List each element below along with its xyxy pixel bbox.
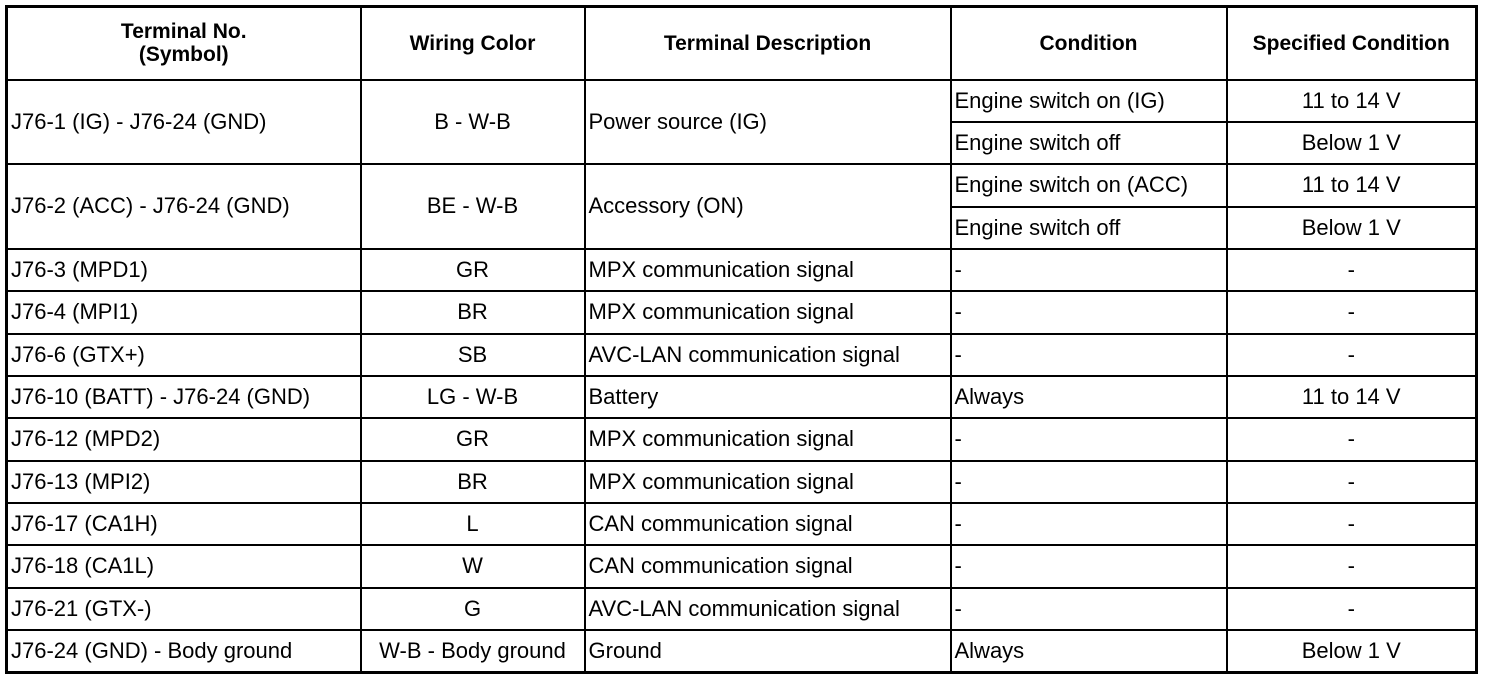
terminal-cell: J76-24 (GND) - Body ground <box>7 630 361 673</box>
wiring-cell: L <box>361 503 585 545</box>
header-terminal-line2: (Symbol) <box>138 43 229 67</box>
description-cell: MPX communication signal <box>585 291 951 333</box>
table-row <box>7 588 1477 630</box>
specified-cell: - <box>1227 334 1477 376</box>
description-cell: Battery <box>585 376 951 418</box>
condition-cell: - <box>951 545 1227 587</box>
wiring-cell: SB <box>361 334 585 376</box>
specified-cell: - <box>1227 418 1477 460</box>
wiring-cell: W-B - Body ground <box>361 630 585 673</box>
description-cell: AVC-LAN communication signal <box>585 588 951 630</box>
specified-cell: - <box>1227 503 1477 545</box>
condition-cell: - <box>951 503 1227 545</box>
table-row <box>7 249 1477 291</box>
table-row <box>7 291 1477 333</box>
table-row <box>7 545 1477 587</box>
header-specified: Specified Condition <box>1227 7 1477 80</box>
condition-cell: Always <box>951 376 1227 418</box>
description-cell: AVC-LAN communication signal <box>585 334 951 376</box>
table-row <box>7 334 1477 376</box>
specified-cell: 11 to 14 V <box>1227 164 1477 206</box>
description-cell: MPX communication signal <box>585 461 951 503</box>
header-wiring: Wiring Color <box>361 7 585 80</box>
condition-cell: - <box>951 461 1227 503</box>
wiring-cell: GR <box>361 249 585 291</box>
specified-cell: - <box>1227 588 1477 630</box>
specified-cell: Below 1 V <box>1227 122 1477 164</box>
wiring-cell: BE - W-B <box>361 164 585 249</box>
wiring-cell: BR <box>361 291 585 333</box>
specified-cell: Below 1 V <box>1227 207 1477 249</box>
header-terminal <box>7 7 361 80</box>
header-terminal-line1: Terminal No. <box>120 20 247 44</box>
wiring-cell: GR <box>361 418 585 460</box>
specified-cell: - <box>1227 461 1477 503</box>
table-row <box>7 80 1477 122</box>
description-cell: MPX communication signal <box>585 418 951 460</box>
condition-cell: Engine switch off <box>951 122 1227 164</box>
terminal-cell: J76-10 (BATT) - J76-24 (GND) <box>7 376 361 418</box>
header-description: Terminal Description <box>585 7 951 80</box>
condition-cell: Engine switch on (IG) <box>951 80 1227 122</box>
table-row <box>7 376 1477 418</box>
terminal-table <box>5 5 1478 674</box>
description-cell: CAN communication signal <box>585 503 951 545</box>
description-cell: Power source (IG) <box>585 80 951 165</box>
condition-cell: Always <box>951 630 1227 673</box>
wiring-cell: B - W-B <box>361 80 585 165</box>
terminal-cell: J76-2 (ACC) - J76-24 (GND) <box>7 164 361 249</box>
table-row <box>7 164 1477 206</box>
table-row <box>7 418 1477 460</box>
wiring-cell: W <box>361 545 585 587</box>
header-condition: Condition <box>951 7 1227 80</box>
terminal-cell: J76-13 (MPI2) <box>7 461 361 503</box>
terminal-cell: J76-6 (GTX+) <box>7 334 361 376</box>
description-cell: Accessory (ON) <box>585 164 951 249</box>
condition-cell: Engine switch on (ACC) <box>951 164 1227 206</box>
table-row <box>7 503 1477 545</box>
wiring-cell: BR <box>361 461 585 503</box>
table-row <box>7 630 1477 673</box>
description-cell: MPX communication signal <box>585 249 951 291</box>
table-row <box>7 461 1477 503</box>
terminal-cell: J76-12 (MPD2) <box>7 418 361 460</box>
specified-cell: - <box>1227 249 1477 291</box>
terminal-cell: J76-3 (MPD1) <box>7 249 361 291</box>
wiring-cell: G <box>361 588 585 630</box>
condition-cell: - <box>951 291 1227 333</box>
condition-cell: - <box>951 418 1227 460</box>
terminal-cell: J76-4 (MPI1) <box>7 291 361 333</box>
condition-cell: - <box>951 588 1227 630</box>
specified-cell: Below 1 V <box>1227 630 1477 673</box>
terminal-cell: J76-17 (CA1H) <box>7 503 361 545</box>
condition-cell: Engine switch off <box>951 207 1227 249</box>
description-cell: Ground <box>585 630 951 673</box>
specified-cell: 11 to 14 V <box>1227 376 1477 418</box>
header-row <box>7 7 1477 80</box>
terminal-cell: J76-18 (CA1L) <box>7 545 361 587</box>
terminal-cell: J76-21 (GTX-) <box>7 588 361 630</box>
terminal-cell: J76-1 (IG) - J76-24 (GND) <box>7 80 361 165</box>
specified-cell: 11 to 14 V <box>1227 80 1477 122</box>
condition-cell: - <box>951 249 1227 291</box>
description-cell: CAN communication signal <box>585 545 951 587</box>
wiring-cell: LG - W-B <box>361 376 585 418</box>
specified-cell: - <box>1227 545 1477 587</box>
specified-cell: - <box>1227 291 1477 333</box>
condition-cell: - <box>951 334 1227 376</box>
